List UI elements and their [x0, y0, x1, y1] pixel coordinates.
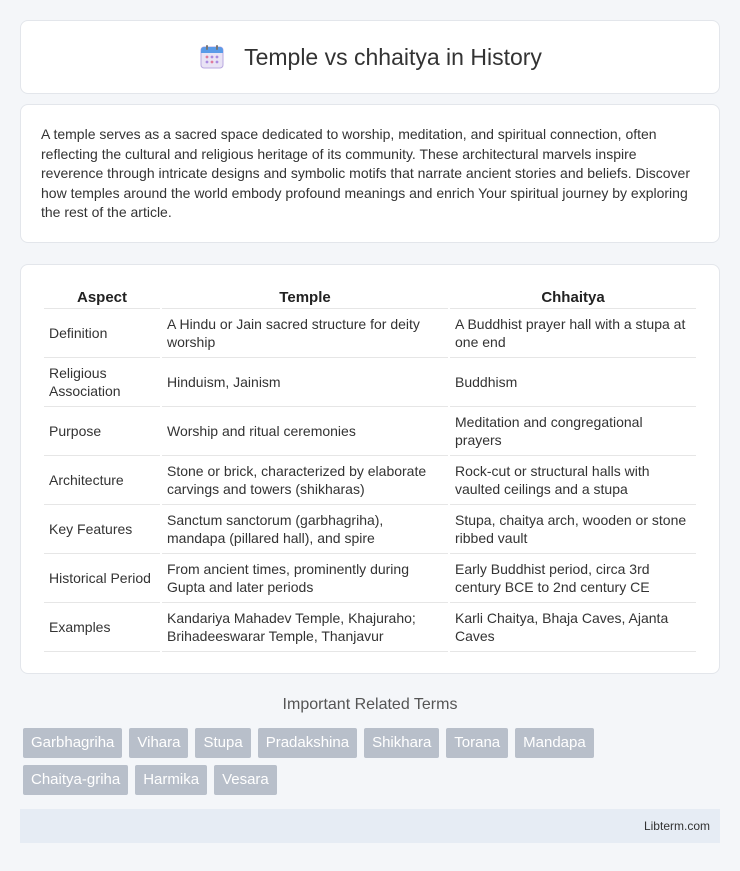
- tag-harmika[interactable]: Harmika: [135, 765, 207, 795]
- row-chhaitya: Early Buddhist period, circa 3rd century BCE to 2nd century CE: [450, 554, 696, 603]
- tag-torana[interactable]: Torana: [446, 728, 508, 758]
- comparison-table: [42, 287, 698, 652]
- row-chhaitya: Karli Chaitya, Bhaja Caves, Ajanta Caves: [450, 603, 696, 652]
- intro-card: [20, 104, 720, 243]
- row-chhaitya: Rock-cut or structural halls with vaulted ceilings and a stupa: [450, 456, 696, 505]
- row-aspect: Architecture: [44, 456, 160, 505]
- row-temple: Hinduism, Jainism: [162, 358, 448, 407]
- footer: [20, 809, 720, 843]
- row-aspect: Key Features: [44, 505, 160, 554]
- related-terms-title: Important Related Terms: [282, 696, 458, 713]
- table-row: [44, 554, 696, 603]
- row-temple: Stone or brick, characterized by elaborate carvings and towers (shikharas): [162, 456, 448, 505]
- table-row: [44, 309, 696, 358]
- row-aspect: Examples: [44, 603, 160, 652]
- row-aspect: Definition: [44, 309, 160, 358]
- table-row: [44, 407, 696, 456]
- tag-vihara[interactable]: Vihara: [129, 728, 188, 758]
- header-chhaitya: Chhaitya: [450, 287, 696, 309]
- table-header-row: [44, 287, 696, 309]
- tag-shikhara[interactable]: Shikhara: [364, 728, 439, 758]
- row-chhaitya: Stupa, chaitya arch, wooden or stone ribbed vault: [450, 505, 696, 554]
- row-temple: From ancient times, prominently during Gupta and later periods: [162, 554, 448, 603]
- row-temple: Kandariya Mahadev Temple, Khajuraho; Brihadeeswarar Temple, Thanjavur: [162, 603, 448, 652]
- row-chhaitya: Meditation and congregational prayers: [450, 407, 696, 456]
- related-tags: [20, 728, 660, 795]
- footer-link[interactable]: Libterm.com: [643, 819, 710, 833]
- header-temple: Temple: [162, 287, 448, 309]
- tag-stupa[interactable]: Stupa: [195, 728, 250, 758]
- title-card: [20, 20, 720, 94]
- comparison-table-card: [20, 264, 720, 674]
- table-row: [44, 358, 696, 407]
- table-row: [44, 603, 696, 652]
- row-aspect: Purpose: [44, 407, 160, 456]
- row-aspect: Historical Period: [44, 554, 160, 603]
- header-aspect: Aspect: [44, 287, 160, 309]
- calendar-icon: [198, 43, 226, 71]
- row-chhaitya: A Buddhist prayer hall with a stupa at one end: [450, 309, 696, 358]
- tag-pradakshina[interactable]: Pradakshina: [258, 728, 357, 758]
- tag-vesara[interactable]: Vesara: [214, 765, 277, 795]
- tag-mandapa[interactable]: Mandapa: [515, 728, 594, 758]
- tag-garbhagriha[interactable]: Garbhagriha: [23, 728, 122, 758]
- table-row: [44, 456, 696, 505]
- table-row: [44, 505, 696, 554]
- intro-text: A temple serves as a sacred space dedicated to worship, meditation, and spiritual connection, often reflecting the cultural and religious heritage of its community. These architectural marvels inspire reverence through intricate designs and symbolic motifs that narrate ancient stories and beliefs. Discover how temples around the world embody profound meanings and enrich Your spiritual journey by exploring the rest of the article.: [41, 126, 690, 221]
- row-temple: A Hindu or Jain sacred structure for deity worship: [162, 309, 448, 358]
- row-aspect: Religious Association: [44, 358, 160, 407]
- row-chhaitya: Buddhism: [450, 358, 696, 407]
- row-temple: Sanctum sanctorum (garbhagriha), mandapa (pillared hall), and spire: [162, 505, 448, 554]
- tag-chaitya-griha[interactable]: Chaitya-griha: [23, 765, 128, 795]
- row-temple: Worship and ritual ceremonies: [162, 407, 448, 456]
- page-title: Temple vs chhaitya in History: [244, 43, 542, 70]
